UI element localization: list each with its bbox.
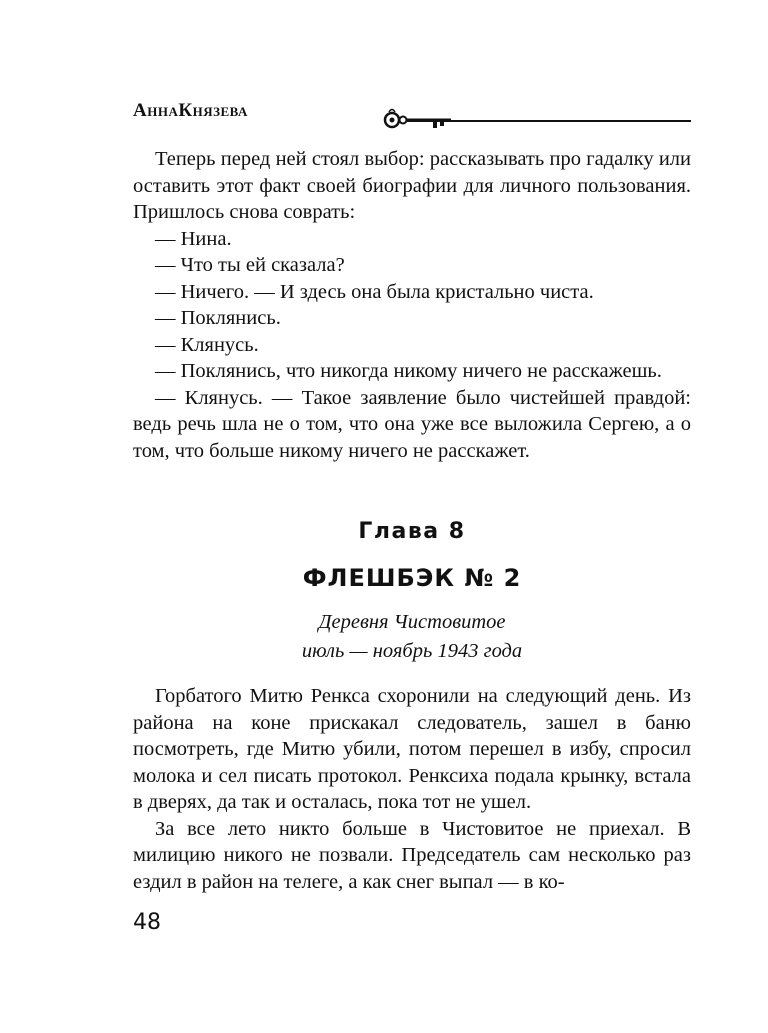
dialogue-line: — Поклянись. [155, 307, 281, 329]
dialogue-line: — Клянусь. — Такое заявление было чистейшей правдой: ведь речь шла не о том, что она уже все выложила Сергею, а о том, что больше никому ничего не расскажет. [133, 386, 691, 462]
chapter-number: Глава 8 [358, 519, 466, 544]
dialogue-line: — Нина. [155, 227, 232, 250]
dialogue-line: — Поклянись, что никогда никому ничего не расскажешь. [155, 360, 662, 382]
chapter-date: июль — ноябрь 1943 года [301, 640, 523, 662]
paragraph: За все лето никто больше в Чистовитое не приехал. В милицию никого не позвали. Председатель сам несколько раз ездил в район на телеге, а как снег выпал — в ко- [133, 817, 691, 893]
chapter-epigraph [133, 608, 691, 666]
running-header [133, 98, 691, 132]
chapter-place: Деревня Чистовитое [318, 611, 506, 633]
author-name: АннаКнязева [133, 100, 248, 121]
chapter-title: ФЛЕШБЭК № 2 [302, 564, 522, 592]
header-rule [451, 120, 691, 122]
dialogue-line: — Ничего. — И здесь она была кристально чиста. [155, 280, 594, 303]
dialogue-line: — Клянусь. [155, 333, 259, 356]
text-block-bottom [133, 683, 691, 895]
text-block-top [133, 146, 691, 464]
page-number: 48 [133, 910, 161, 935]
dialogue-line: — Что ты ей сказала? [155, 254, 345, 276]
paragraph: Горбатого Митю Ренкса схоронили на следующий день. Из района на коне прискакал следователь, зашел в баню посмотреть, где Митю убили, потом перешел в избу, спросил молока и сел писать протокол. Ренксиха подала крынку, встала в дверях, да так и осталась, пока тот не ушел. [133, 685, 691, 813]
paragraph: Теперь перед ней стоял выбор: рассказывать про гадалку или оставить этот факт своей биографии для личного пользования. Пришлось снова соврать: [133, 148, 691, 223]
key-icon [383, 106, 451, 130]
